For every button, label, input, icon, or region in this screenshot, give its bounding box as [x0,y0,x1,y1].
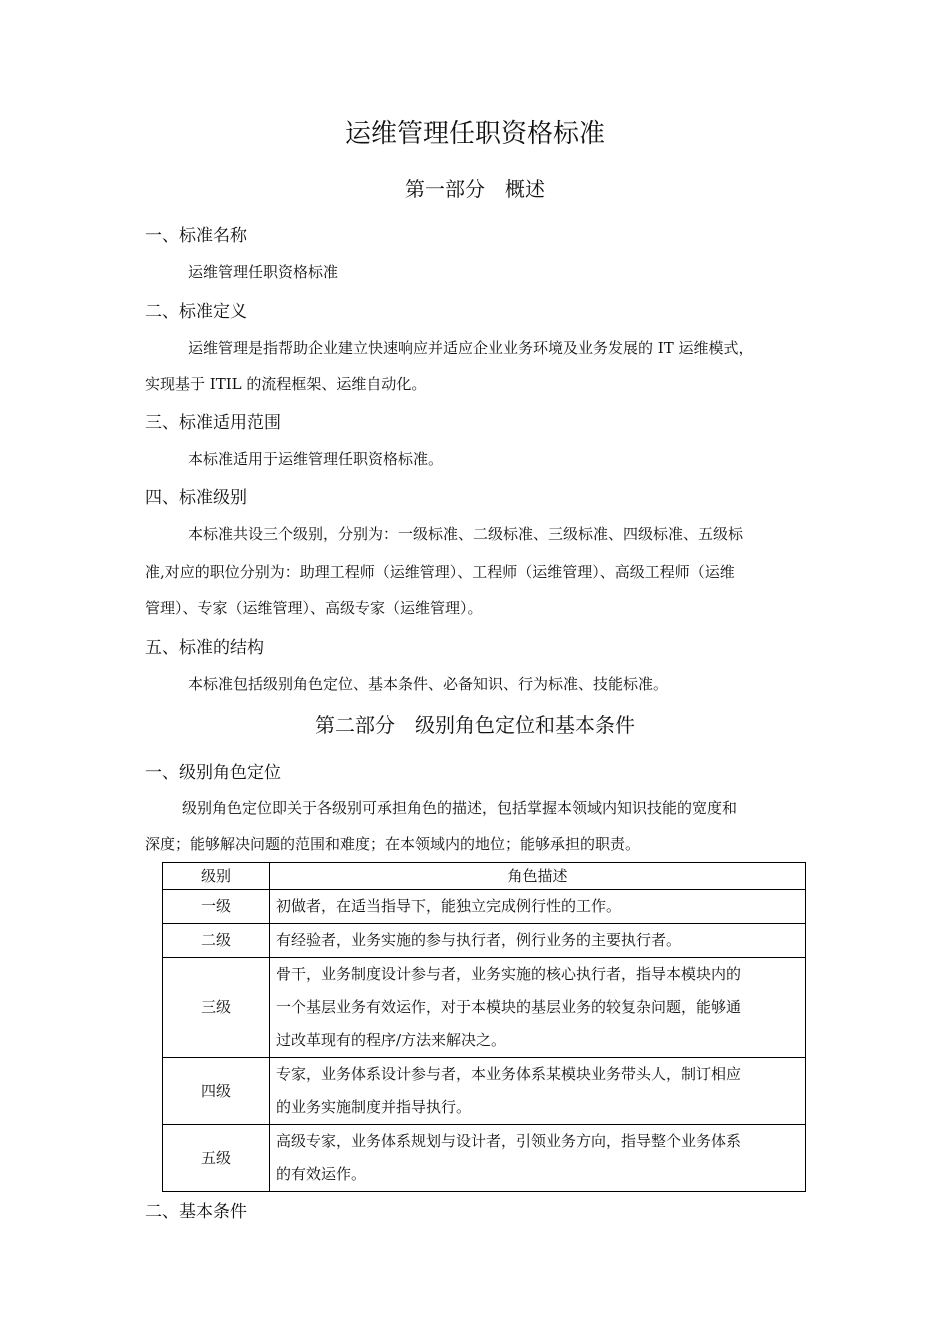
role-positioning-line-2: 深度；能够解决问题的范围和难度；在本领域内的地位；能够承担的职责。 [145,835,641,853]
levels-line-1: 本标准共设三个级别，分别为：一级标准、二级标准、三级标准、四级标准、五级标 [188,525,744,543]
section-heading-basic-conditions: 二、基本条件 [145,1202,247,1222]
level-cell: 四级 [163,1058,270,1125]
description-cell [270,958,806,1058]
levels-line-3: 管理）、专家（运维管理）、高级专家（运维管理）。 [145,599,483,617]
structure-text: 本标准包括级别角色定位、基本条件、必备知识、行为标准、技能标准。 [188,675,669,693]
standard-name-text: 运维管理任职资格标准 [188,263,339,281]
level-cell: 一级 [163,890,270,924]
description-line: 过改革现有的程序/方法来解决之。 [276,1031,507,1049]
description-line: 专家，业务体系设计参与者，本业务体系某模块业务带头人，制订相应 [276,1065,742,1083]
section-heading-definition: 二、标准定义 [145,302,247,322]
table-header-level: 级别 [163,863,270,890]
description-line: 初做者，在适当指导下，能独立完成例行性的工作。 [276,897,622,915]
description-cell [270,1058,806,1125]
section-heading-levels: 四、标准级别 [145,488,247,508]
description-line: 的业务实施制度并指导执行。 [276,1098,472,1116]
description-line: 有经验者，业务实施的参与执行者，例行业务的主要执行者。 [276,931,682,949]
section-heading-structure: 五、标准的结构 [145,638,264,658]
table-row [163,1058,806,1125]
part1-heading: 第一部分 概述 [405,177,545,201]
part2-heading: 第二部分 级别角色定位和基本条件 [315,713,635,737]
definition-line-2: 实现基于 ITIL 的流程框架、运维自动化。 [145,375,427,393]
description-cell [270,890,806,924]
description-cell [270,1125,806,1192]
table-row [163,1125,806,1192]
description-line: 骨干，业务制度设计参与者，业务实施的核心执行者，指导本模块内的 [276,965,742,983]
document-title: 运维管理任职资格标准 [344,119,605,149]
level-cell: 三级 [163,958,270,1058]
section-heading-standard-name: 一、标准名称 [145,226,247,246]
levels-line-2: 准,对应的职位分别为：助理工程师（运维管理）、工程师（运维管理）、高级工程师（运维 [145,563,735,581]
level-cell: 五级 [163,1125,270,1192]
role-table [162,862,806,1192]
description-cell [270,924,806,958]
description-line: 一个基层业务有效运作，对于本模块的基层业务的较复杂问题，能够通 [276,998,742,1016]
definition-line-1: 运维管理是指帮助企业建立快速响应并适应企业业务环境及业务发展的 IT 运维模式， [188,339,754,357]
table-row [163,958,806,1058]
table-header-description: 角色描述 [270,863,806,890]
description-line: 高级专家，业务体系规划与设计者，引领业务方向，指导整个业务体系 [276,1132,742,1150]
section-heading-role-positioning: 一、级别角色定位 [145,763,281,783]
role-positioning-line-1: 级别角色定位即关于各级别可承担角色的描述，包括掌握本领域内知识技能的宽度和 [182,799,738,817]
section-heading-scope: 三、标准适用范围 [145,413,281,433]
level-cell: 二级 [163,924,270,958]
table-row [163,890,806,924]
table-header-row [163,863,806,890]
description-line: 的有效运作。 [276,1165,367,1183]
table-row [163,924,806,958]
scope-text: 本标准适用于运维管理任职资格标准。 [188,450,444,468]
